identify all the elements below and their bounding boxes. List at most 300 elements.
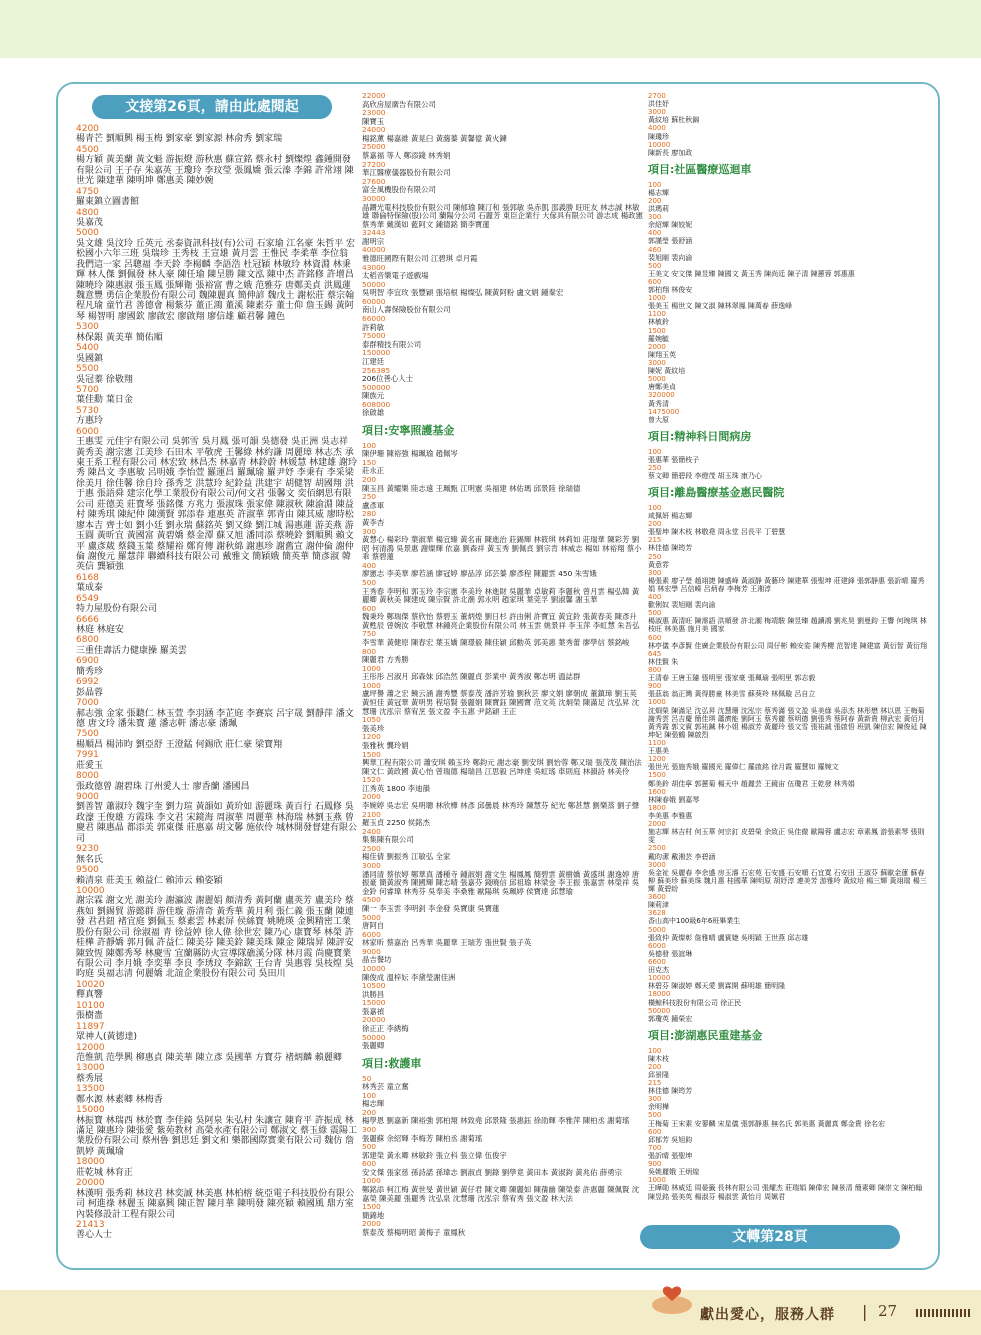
donation-amount: 1100 [648,310,666,319]
donation-amount: 50 [362,1073,372,1083]
donation-entry [76,124,358,145]
donation-entry [362,1075,644,1092]
donor-names: 盧彥軍 [362,500,385,510]
page-number: 27 [878,1302,898,1320]
donation-entry [648,804,930,820]
donation-amount: 4800 [76,207,99,218]
footer-slogan: 獻出愛心，服務人群 [700,1307,835,1323]
donation-amount: 9500 [76,865,99,876]
donation-entry [362,914,644,931]
donor-names: 王曄勛 林威廷 周晏籤 長林有限公司 張耀杰 莊瑞娟 陳偉宏 陳景清 簡素卿 陳崇文 陳柏翰 陳昱銘 張美英 楊淑芬 楊淑雲 黃怡月 周姵君 [648,1184,923,1201]
donation-amount: 3000 [648,359,666,368]
donation-amount: 20000 [362,1015,386,1025]
donor-names: 簡秀珍 [76,666,104,677]
donation-amount: 6000 [648,941,666,950]
donation-amount: 2700 [648,92,666,100]
donor-names: 唐鄭美貞 [648,383,676,392]
donation-amount: 5700 [76,384,99,395]
donation-entry [648,213,930,229]
donation-entry [362,605,644,631]
donation-amount: 4200 [76,124,99,134]
footer-tick-decoration [916,1309,972,1317]
donation-entry [648,343,930,359]
donation-entry [362,562,644,579]
donation-amount: 4000 [648,124,666,133]
project-heading: 項目:救護車 [362,1056,422,1070]
donation-entry [362,999,644,1016]
donation-amount: 6600 [648,957,666,966]
donor-names: 楊志輝 [648,188,669,197]
donor-names: 張麗卿 [362,1041,385,1051]
donor-names: 雅德旺國際有限公司 江碧琪 卓月霞 [362,253,478,263]
donation-amount: 5400 [76,343,99,354]
donation-entry [362,367,644,384]
donation-entry [362,349,644,366]
donation-entry [648,536,930,552]
donation-amount: 1100 [648,739,666,748]
donation-amount: 750 [362,629,377,639]
donation-entry [362,332,644,349]
donor-names: 洪勝昌 [362,989,385,999]
donation-entry [76,343,358,364]
donor-names: 高欣房屋廣告有限公司 [362,99,436,109]
donation-amount: 50000 [648,1006,671,1015]
donor-names: 王彤彤 呂淑月 邱森妹 邱浩然 陳麗貞 彭業中 黃秀淑 鄭志明 溫誌群 [362,672,581,682]
donor-names: 黃慧心 楊彩玲 葉淑華 楊宜臻 黃名甫 陳進治 莊錫輝 林筱琪 林莉如 莊瑞華 陳彩芳 劉昭 何清鴻 吳景惠 謝燦輝 依嘉 劉森祥 黃玉秀 劉佩貞 劉宗肯 林威志 楊如 林裕翔 蔡小乖 蔡碧蓮 [362,535,642,562]
donation-amount: 2000 [648,342,666,351]
donor-column-3 [648,92,930,1201]
donation-amount: 2500 [648,844,666,853]
donor-names: 泰群精技有限公司 [362,339,422,349]
donation-amount: 6000 [76,426,99,437]
donation-amount: 5730 [76,405,99,416]
donation-amount: 600 [648,633,662,642]
donation-entry [362,298,644,315]
donor-names: 無名氏 [76,854,104,865]
donation-entry [648,359,930,375]
donor-names: 戴昀潔 戴湘芸 李碧涵 [648,852,716,861]
donor-names: 謝明宗 [362,236,385,246]
donation-amount: 200 [648,1062,662,1071]
donation-amount: 1200 [362,732,381,742]
donation-amount: 800 [648,666,662,675]
donation-amount: 2500 [362,843,381,853]
donation-amount: 400 [648,229,662,238]
donor-names: 吳金祉 吳麗春 李余盛 房玉濬 石宏苑 石安盛 石安順 石宜寬 石安田 王淑芬 蘇歐金蓮 蘇春柳 蘇美珍 蘇美珠 魏月惠 桂國華 陳明原 胡妤淳 連美芳 游雅呤 黃紋培 楊三輝 黃翊瑞 楊三輝 黃碧紛 [648,868,927,893]
donor-names: 鄭銘添 柯江梅 黃世旻 黃世穎 黃仔君 陳文卿 陳麗如 陳蒨幽 陳榮泰 許惠麗 陳佩賢 沈嘉榮 陳美麗 張麗秀 沈弘泉 沈慧珊 沈泓宗 蔡宥秀 張文盈 林大法 [362,1185,640,1203]
donation-entry [648,1063,930,1079]
donor-names: 善心人士 [76,1230,113,1241]
donor-names: 林陳春娥 劉嘉琴 [648,795,700,804]
donor-names: 郭柏翔 林俊安 [648,286,693,295]
donation-entry [648,197,930,213]
donation-entry [362,442,644,459]
donation-amount: 27600 [362,176,386,186]
donation-amount: 500 [648,609,662,618]
donation-amount: 500 [648,1111,662,1120]
donor-names: 賴清泉 莊美玉 賴益仁 賴沛云 賴姿穎 [76,875,223,886]
donation-amount: 500 [362,577,377,587]
donation-amount: 645 [648,649,662,658]
donation-amount: 1600 [648,787,666,796]
donation-entry [76,1022,358,1043]
donation-entry [362,648,644,665]
donor-names: 陳木枝 [648,1054,669,1063]
donation-entry [648,771,930,787]
donation-amount: 25000 [362,142,386,152]
donation-amount: 250 [648,552,662,561]
donor-names: 張美玉 楊世文 陳文淑 陳林翠鳳 陳萬春 薛逸峰 [648,302,793,311]
donation-entry [76,635,358,656]
donation-amount: 32443 [362,228,386,238]
donor-names: 蔡泰茂 蔡楊明昭 黃梅子 童鳳秋 [362,1227,466,1237]
donation-entry [648,375,930,391]
donation-entry [76,145,358,187]
donor-names: 林秀芸 童立奮 [362,1082,409,1092]
donation-entry [76,980,358,1001]
donor-names: 楊志輝 [362,1099,385,1109]
donor-names: 林敏鈴 [648,318,669,327]
donor-names: 楊佳倩 劉振秀 江敏弘 全家 [362,852,451,862]
donation-amount: 10500 [362,981,386,991]
donor-names: 富全風機股份有限公司 [362,185,436,195]
donor-names: 鄭水源 林素卿 林梅香 [76,1094,163,1105]
donation-amount: 6168 [76,572,99,583]
donation-amount: 6800 [76,635,99,646]
donor-names: 江建廷 [362,356,385,366]
donor-names: 郭瓊英 鐘榮宏 [648,1014,693,1023]
donation-entry [362,862,644,896]
donor-names: 吳姚麗娥 王炳煌 [648,1168,700,1177]
donation-entry [362,1126,644,1143]
donation-amount: 1475000 [648,407,680,416]
donor-names: 歡俐奴 裴旭剛 裴向渝 [648,601,716,610]
donor-names: 張世光 張施秀娥 羅國光 羅偉仁 羅啟銘 徐月霞 羅慧如 羅婉文 [648,763,839,772]
donor-names: 莊永正 [362,466,385,476]
donation-entry [362,579,644,605]
donation-amount: 500 [648,261,662,270]
donation-entry [362,1034,644,1051]
donor-names: 黃紋培 蘇杜秋錦 [648,116,700,125]
donation-amount: 1500 [648,326,666,335]
donation-amount: 600 [362,603,377,613]
donor-names: 釋真響 [76,990,104,1001]
donation-amount: 4750 [76,186,99,197]
donor-names: 徐啟雄 [362,408,385,418]
donor-names: 洪瑪莉 [648,204,669,213]
donation-amount: 11897 [76,1021,105,1032]
donation-entry [362,1143,644,1160]
donation-entry [648,666,930,682]
donor-names: 陳新長 廖加政 [648,148,693,157]
donation-amount: 3628 [648,909,666,918]
donation-entry [362,845,644,862]
donor-names: 鄭美鈴 胡佳寧 郭蕙菊 楊天中 趙麗芸 王鏡宙 伍瓊君 王乾發 林秀娟 [648,779,855,788]
donation-amount: 50000 [362,279,386,289]
donor-names: 林亭儀 李彥賢 佳廣企業股份有限公司 周仔彬 賴安姿 陳秀櫻 范智達 陳建富 黃衍智 黃衍翔 [648,641,928,650]
donation-amount: 10020 [76,979,105,990]
donor-names: 蔡嘉福 等人 鄭添錢 林秀娟 [362,151,451,161]
donor-names: 張雅秋 龔玲娟 [362,740,409,750]
donation-entry [76,594,358,615]
donation-amount: 1050 [362,715,381,725]
donation-amount: 600 [648,1127,662,1136]
donation-entry [76,865,358,886]
donation-entry [648,1007,930,1023]
donor-names: 蔡文卿 簡碧段 李燈茂 胡玉珠 康乃心 [648,471,762,480]
donation-amount: 1000 [362,680,381,690]
project-heading: 項目:澎湖惠民重建基金 [648,1028,763,1042]
donation-amount: 100 [648,180,662,189]
donation-entry [648,974,930,990]
donation-amount: 2400 [362,826,381,836]
donation-entry [648,504,930,520]
donation-amount: 75000 [362,331,386,341]
donor-names: 郭建榮 黃永卿 林敏鈴 張立科 張立偉 伍俊宇 [362,1150,507,1160]
donation-amount: 18000 [76,1157,105,1168]
donor-names: 楊學恩 劉嘉新 陳裕強 郭柏翔 林致堯 邱景隆 張惠鈺 徐劭輝 李雅萍 陳柏丞 謝菊瑤 [362,1116,630,1126]
donation-entry [362,281,644,298]
donation-entry [362,264,644,281]
donor-names: 徐正正 李綉梅 [362,1024,409,1034]
donor-names: 張致仲 黃燦彰 詹雅晴 盧賓婕 吳明穎 王世燕 邱志雄 [648,933,809,942]
donor-names: 張嘉禎 [362,1006,385,1016]
donation-entry [362,982,644,999]
donation-amount: 200 [648,520,662,529]
donation-entry [362,948,644,965]
donor-names: 陳一 李玉雲 李明釗 李金發 吳寶康 吳寶蓮 [362,903,500,913]
donation-amount: 4500 [362,895,381,905]
donor-names: 林漢明 張秀莉 林玟君 林奕誠 林美惠 林柏榕 統亞電子科技股份有限公司 柯進祿 林麗玉 陳嘉興 陳正智 陳月華 陳明發 陳亮穎 賴國風 鼎方室內裝修設計工程有限公司 [76,1188,355,1220]
donation-entry [648,464,930,480]
donor-names: 王惠雯 元佳宇有限公司 吳郭雪 吳月鳳 張可韻 吳德發 吳正洲 吳志祥 黃秀美 謝宗憲 江美珍 石田木 平敬虎 王馨綠 林約謙 周麗璋 林志杰 承東王系工程有限公司 林宏致 林昌杰 林嘉青 林鈴蔚 林媛慧 林建雄 謝玲秀 陳昌文 李惠敏 呂明娥 李怡萱 羅運昌 羅珮瑜 羅尹妤 李秉有 李采梁 徐美月 徐佳馨 徐自玲 孫秀芝 洪慧玲 紀鈴益 洪建宇 胡健智 胡國翔 洪于惠 張語舜 建宗化學工業股份有限公司/何文君 張馨文 奕佰網思有限公司 莊德美 莊寶琴 張銘傑 方兆力 張淑珠 張家偉 陳淑秋 陳渝淵 陳益村 陳秀琪 陳紀仲 陳漢賢 郭添春 連惠英 許淑華 郭青由 陳其威 廖時松 廖本吉 齊士如 劉小廷 劉永瑞 蘇銘英 劉又綠 劉江城 湯惠蓮 游美燕 游玉圓 黃昕宜 黃國富 黃碧嬌 蔡金潭 蘇又旭 潘同添 蔡曉鈴 劉順興 賴文平 盧彥葳 蔡錢玉葉 蔡耀裕 鄭育傳 謝秋綿 謝惠珍 謝舊宣 謝仲倫 謝仲倫 謝俊元 羅慧萍 聯續科技有限公司 戴雅文 簡穎娥 簡英華 簡彥淑 韓英信 龔穎強 [76,437,358,573]
donation-entry [362,1109,644,1126]
donation-entry [648,124,930,140]
donation-entry [362,126,644,143]
donor-names: 沈烱榮 陳滿足 沈弘昇 沈慧珊 沈泓宗 蔡秀滿 張文盈 吳美綠 吳添杰 林彤懋 林以恩 王梅菊 謝秀雲 呂吉慶 簡佳琪 蕭濟能 劉阿玉 蔡秀麗 蔡明德 劉張秀 蔡阿春 黃新貴 柳武宏 黃佰月 黃秀霞 郭文賓 郭祐鍼 林小姐 楊淑芳 黃麗玲 張文雪 張祐誠 張啟悟 班凱 陳信宏 陳俊延 陳坤妃 陳張鶴 陳啟烈 [648,706,927,739]
donation-entry [648,820,930,844]
donor-names: 楊淑惠 黃清旺 陳霈語 洪順發 許北潮 梅靖駿 陳昱臻 趙讀鴻 劉兆昊 劉曼鈞 王響 何琬琪 林枝旺 林美惠 施月美 國家 [648,617,927,634]
donation-amount: 21413 [76,1219,105,1230]
donation-entry [362,1016,644,1033]
donation-entry [76,792,358,844]
donation-entry [76,1043,358,1064]
donation-amount: 2000 [362,1219,381,1229]
donation-entry [648,609,930,633]
donor-names: 王秀春 李明和 郭玉玲 李宗憲 李美玲 林進財 吳麗華 卓敏莉 李麗秋 曾月雲 楊弘韓 黃麗卿 黃秋美 陳建成 陳宗賢 許北潮 郭永明 趙家琪 葉莞孚 劉淑馨 謝玉華 [362,586,640,605]
hand-heart-icon [650,1283,694,1317]
donation-entry [362,109,644,126]
donation-amount: 100 [648,447,662,456]
donation-amount: 215 [648,536,662,545]
donation-entry [648,593,930,609]
donation-entry [362,665,644,682]
donation-amount: 50000 [362,1032,386,1042]
donation-amount: 2100 [362,809,381,819]
donor-names: 莊愛玉 [76,760,104,771]
donor-names: 林庭 林庭安 [76,625,124,635]
donation-entry [362,828,644,845]
donor-names: 江秀英 1800 李迪韻 [362,783,430,793]
donation-entry [648,141,930,157]
donation-amount: 18000 [648,990,671,999]
donation-amount: 1500 [648,771,666,780]
donor-names: 陳麗君 方秀勝 [362,655,409,665]
donation-entry [648,181,930,197]
donation-entry [362,716,644,733]
donation-amount: 300 [362,1124,377,1134]
donation-entry [76,364,358,385]
donation-entry [648,1047,930,1063]
donor-names: 余明樺 [648,1103,669,1112]
continued-on-banner: 文轉第28頁 [640,1225,900,1249]
donation-entry [648,844,930,860]
donation-entry [76,750,358,771]
donation-entry [648,650,930,666]
donation-amount: 215 [648,1079,662,1088]
donation-amount: 250 [362,492,377,502]
donor-names: 橫鯨科技股份有限公司 徐正民 [648,998,742,1007]
donation-entry [648,262,930,278]
donor-names: 羅玉貞 2250 侯銘杰 [362,818,430,828]
donation-entry [648,520,930,536]
donation-amount: 256385 [362,365,391,375]
donor-names: 林碧芬 陳淑婷 鄭天愛 劉霖開 蘇明雄 簡明隆 [648,982,786,991]
donation-entry [362,229,644,246]
donation-entry [362,161,644,178]
donor-names: 興華工程有限公司 蕭安琪 賴玉玲 鄭鈞元 謝志豪 劉安琪 劉怡蓉 鄭又瑞 張茂茂 陳治法 陳文仁 黃政國 黃心怡 曾瑞德 楊瑞昌 江思毅 呂坤達 吳虹瑤 車則庭 林韻詩 林美伶 [362,758,642,776]
donor-names: 陳玉昌 黃耀樂 陸志遠 王珮甄 江明憲 吳福建 林佑瑪 邱景陸 徐瑞德 [362,483,581,493]
donation-entry [648,682,930,698]
donation-amount: 43000 [362,262,386,272]
donation-entry [648,408,930,424]
donation-entry [648,1079,930,1095]
donation-amount: 1200 [648,755,666,764]
donation-entry [76,698,358,729]
donor-names: 陳翔玉英 [648,350,676,359]
donor-names: 林家昕 蔡嘉治 呂秀華 吳麗華 王瑞芳 張世賢 張子英 [362,938,532,948]
donation-amount: 1000 [648,1176,666,1185]
donation-entry [76,729,358,750]
donation-entry [648,1128,930,1144]
donation-entry [362,776,644,793]
donor-names: 林保銀 黃美華 簡佑順 [76,332,163,343]
donation-entry [362,178,644,195]
donation-entry [362,1177,644,1203]
donation-entry [362,510,644,527]
donor-names: 唐阿自 [362,921,385,931]
donation-entry [76,656,358,677]
donation-amount: 5500 [76,364,99,375]
donation-amount: 1500 [362,1202,381,1212]
donor-names: 黃秀清 [648,399,669,408]
donor-names: 李婉婷 吳志宏 吳明聰 林欣樺 林彥 邱曇晨 林秀玲 陳慧芬 紀光 鄭甚慧 劉樂蒸 劉子聲 [362,801,640,810]
donation-entry [362,401,644,418]
donation-entry [648,958,930,974]
donor-names: 施志輝 林吉村 何玉華 何宗釘 皮碧榮 余致正 吳佳徹 歐陽蓉 盧志宏 章素鳳 游張素琴 張則雯 [648,828,925,845]
project-heading: 項目:安寧照護基金 [362,423,455,437]
donation-amount: 300 [648,213,662,222]
donation-entry [648,553,930,569]
donation-amount: 400 [648,593,662,602]
donation-entry [648,108,930,124]
donation-amount: 9230 [76,844,99,855]
donation-entry [648,926,930,942]
donation-entry [648,942,930,958]
donation-entry [648,1176,930,1200]
donation-amount: 150000 [362,348,391,358]
donation-amount: 5000 [362,912,381,922]
donation-entry [76,844,358,865]
donor-names: 黃李杏 [362,517,385,527]
donor-names: 郭謹瑩 張舒涵 [648,237,693,246]
donation-entry [76,886,358,980]
donation-amount: 3000 [362,861,381,871]
donation-amount: 6666 [76,614,99,625]
donation-amount: 24000 [362,125,386,135]
donation-amount: 15000 [76,1105,105,1116]
donor-names: 田克杰 [648,966,669,975]
donation-entry [362,965,644,982]
donation-entry [362,811,644,828]
donation-amount: 60000 [362,296,386,306]
donor-names: 簡錦地 [362,1210,385,1220]
donor-names: 張聖坤 陳木枝 林敬堯 周永堂 呂長平 丁碧慧 [648,528,786,537]
donor-names: 陳妮 黃紋培 [648,367,686,376]
donation-amount: 400 [362,560,377,570]
donation-entry [648,569,930,593]
donation-entry [362,384,644,401]
donation-entry [362,896,644,913]
donation-entry [362,682,644,716]
donor-names: 楊銘薰 楊嘉維 黃晃臼 黃藹蓁 黃馨億 黃火鍊 [362,133,507,143]
donation-amount: 3000 [648,108,666,117]
donation-amount: 250 [648,463,662,472]
donation-entry [76,427,358,573]
donation-amount: 15000 [362,998,386,1008]
donor-names: 香山高中100級6年6班畢業生 [648,917,741,926]
donor-names: 楊順昌 楊沛昀 劉亞舒 王澄錳 何錫欣 莊仁豪 梁寶翔 [76,739,283,750]
donation-entry [362,493,644,510]
donor-names: 王梅菊 王宋素 安蓼麟 宋星儀 張郭靜惠 無名氏 郭美惠 黃麗真 鄭金貴 徐名宏 [648,1119,886,1128]
donation-entry [648,1160,930,1176]
donor-names: 特力屋股份有限公司 [76,604,158,615]
donor-names: 莊乾城 林育正 [76,1167,133,1178]
donation-entry [648,990,930,1006]
donation-entry [648,278,930,294]
donor-names: 蔡秀展 [76,1073,104,1084]
donor-names: 郝志強 金家 張聽仁 林玉萱 李羽涵 李芷庭 李賽宸 呂宇晟 劉靜萍 潘文德 唐文玲 潘朱寶 蓮 潘志軒 潘志豪 潘珮 [76,708,354,729]
donor-names: 楊方穎 黃美蘭 黃文魁 游振燈 游秋惠 蘇宣銘 蔡永村 劉燦煌 鑫鍾開發有限公司 王子存 朱嘉英 王瓊玲 李玟瑩 張鳳嬌 張云溱 李錦 許常翊 陳世光 陳建華 陳明坤 鄭惠美 陳妙婉 [76,155,354,187]
donation-amount: 6900 [76,656,99,667]
donation-amount: 10000 [648,974,671,983]
donor-names: 潘同清 蔡依婷 鄭華真 潘種寺 鍾淑娟 謝文生 楊鳳鳳 簡碧雲 黃樹嬌 黃盛琪 謝逸婷 唐振豪 簡黃淑秀 陳國輝 陳志晴 張嘉芬 錢曉信 邱祖瑜 林梁金 李王振 張嘉雲 林榮祥 吳金鈴 何睿瑋 林秀芬 吳奉美 李桑雅 歐陽琪 吳珮婷 侯寶達 邱慧瑜 [362,869,640,896]
donation-entry [648,698,930,739]
donation-amount: 22000 [362,91,386,100]
donation-entry [362,476,644,493]
donor-names: 許莉敏 [362,322,385,332]
donor-names: 咸佩妍 楊志輝 [648,511,693,520]
donation-entry [648,327,930,343]
donation-entry [648,788,930,804]
donation-entry [648,861,930,893]
donation-amount: 500 [362,1142,377,1152]
donor-names: 李美惠 李雅惠 [648,812,693,820]
donation-entry [76,1001,358,1022]
donation-entry [362,143,644,160]
donation-amount: 5000 [648,375,666,384]
donor-names: 華江醫療儀器股份有限公司 [362,168,451,178]
